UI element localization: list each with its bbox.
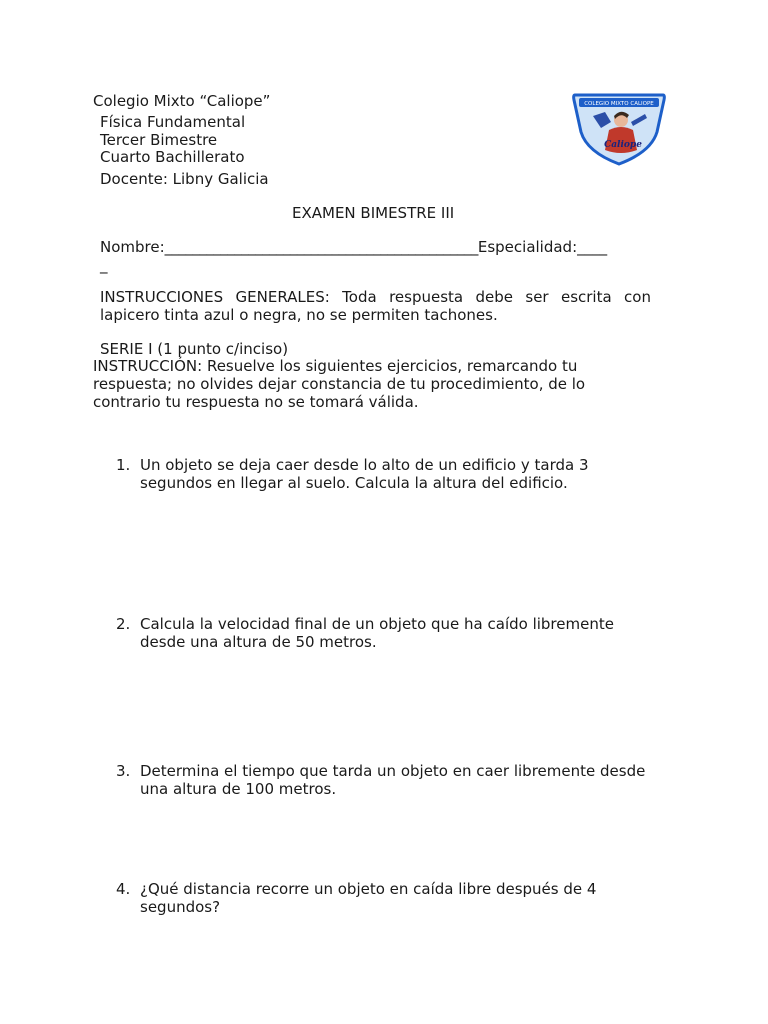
question-text-line: segundos en llegar al suelo. Calcula la altura del edificio. <box>140 474 568 492</box>
question-number: 1. <box>116 456 131 474</box>
question-text-line: Un objeto se deja caer desde lo alto de un edificio y tarda 3 <box>140 456 589 474</box>
school-name: Colegio Mixto “Caliope” <box>93 92 271 110</box>
question-text-line: una altura de 100 metros. <box>140 780 337 798</box>
question-text-line: desde una altura de 50 metros. <box>140 633 377 651</box>
specialty-label: Especialidad:____ <box>477 238 608 256</box>
course-name: Física Fundamental <box>100 113 246 131</box>
school-crest-logo <box>571 92 667 166</box>
name-specialty-line <box>100 238 607 256</box>
general-instructions-line-2: lapicero tinta azul o negra, no se permiten tachones. <box>100 306 498 324</box>
series-instruction-line-1: INSTRUCCIÓN: Resuelve los siguientes ejercicios, remarcando tu <box>93 357 578 375</box>
question-text-line: Determina el tiempo que tarda un objeto en caer libremente desde <box>140 762 646 780</box>
question-number: 2. <box>116 615 131 633</box>
question-text-line: Calcula la velocidad final de un objeto que ha caído libremente <box>140 615 614 633</box>
name-blank: _____________________________________________ <box>164 238 478 256</box>
series-instruction-line-3: contrario tu respuesta no se tomará válida. <box>93 393 419 411</box>
question-number: 4. <box>116 880 131 898</box>
crest-script-text: Caliope <box>604 140 642 150</box>
term: Tercer Bimestre <box>100 131 218 149</box>
crest-banner-text: COLEGIO MIXTO CALIOPE <box>584 101 654 107</box>
specialty-blank-continuation: _ <box>100 256 108 274</box>
series-title: SERIE I (1 punto c/inciso) <box>100 340 289 358</box>
exam-title: EXAMEN BIMESTRE III <box>292 204 455 222</box>
series-instruction-line-2: respuesta; no olvides dejar constancia de tu procedimiento, de lo <box>93 375 586 393</box>
general-instructions-line-1: INSTRUCCIONES GENERALES: Toda respuesta debe ser escrita con <box>100 288 651 306</box>
grade: Cuarto Bachillerato <box>100 148 245 166</box>
question-text-line: ¿Qué distancia recorre un objeto en caída libre después de 4 <box>140 880 597 898</box>
teacher: Docente: Libny Galicia <box>100 170 269 188</box>
name-label: Nombre: <box>100 238 165 256</box>
question-text-line: segundos? <box>140 898 221 916</box>
question-number: 3. <box>116 762 131 780</box>
